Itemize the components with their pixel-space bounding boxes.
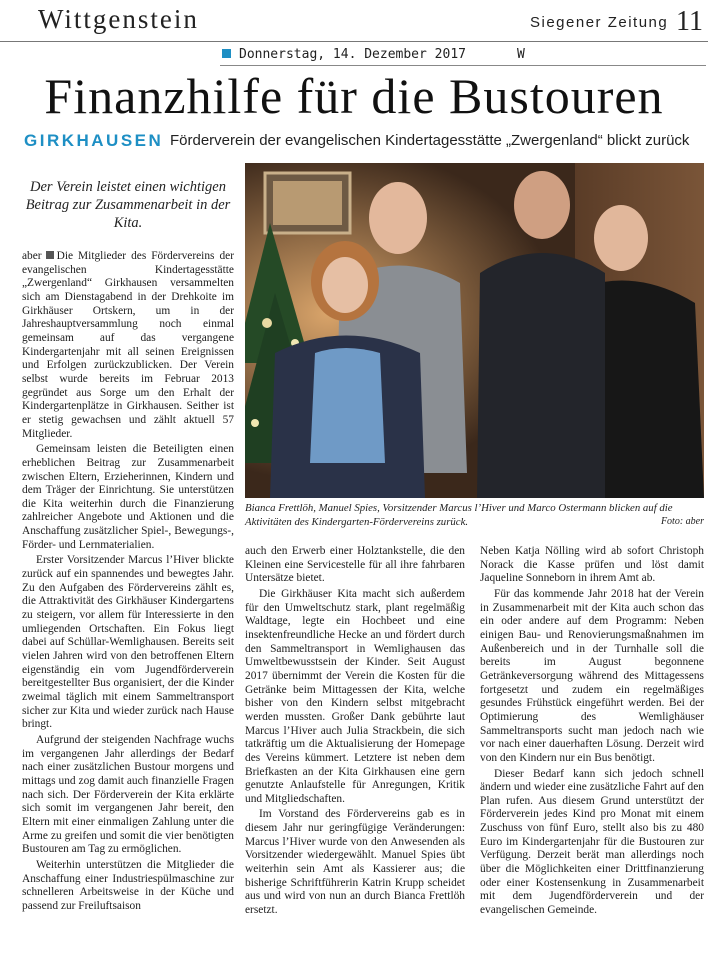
article-column-3 — [480, 545, 704, 957]
section-title: Wittgenstein — [38, 4, 199, 34]
article-column-2 — [245, 545, 465, 957]
page-number: 11 — [676, 6, 703, 37]
paragraph: Die Girkhäuser Kita macht sich außerdem für den Umweltschutz stark, plant regelmäßig Waldtage, legte ein Hochbeet und eine insektenfreundliche Hecke an und fördert durch den Sammeltransport in Wemlighausen das Umweltbewusstsein der Kinder. Seit August 2017 übernimmt der Verein die Kosten für die Getränke beim Mittagessen der Kita, welche bisher von den Kindern selbst mitgebracht werden mussten. Großer Dank gebührte laut Marcus l’Hiver auch Julia Strackbein, die sich tatkräftig um die Aktualisierung der Homepage des Vereins kümmert. Letztere ist neben dem Briefkasten an der Kita Girkhausen eine gern genutzte Anlaufstelle für Anregungen, Kritik und Mitgliedschaften. — [245, 587, 465, 805]
square-bullet-icon — [46, 251, 54, 259]
paragraph: Gemeinsam leisten die Beteiligten einen erheblichen Beitrag zur Zusammenarbeit zwischen Eltern, Erzieherinnen, Kindern und dem Träger der Einrichtung. Sie unterstützen die Kita weiterhin durch die Finanzierung zahlreicher Angebote und Aktionen und die Anschaffung zusätzlicher Spiel-, Bewegungs-, Förder- und Lernmaterialien. — [22, 443, 234, 551]
photo-caption — [245, 501, 704, 529]
group-photo-illustration — [245, 163, 704, 498]
photo-credit: Foto: aber — [660, 516, 704, 527]
paragraph: Neben Katja Nölling wird ab sofort Christoph Norack die Kasse prüfen und löst damit Jaqueline Sonneborn in ihrem Amt ab. — [480, 545, 704, 585]
edition-marker: W — [517, 47, 525, 62]
article-teaser: Der Verein leistet einen wichtigen Beitrag zur Zusammenarbeit in der Kita. — [25, 179, 231, 231]
paragraph: auch den Erwerb einer Holztankstelle, die den Kleinen eine Servicestelle für all ihre fahrbaren Untersätze bietet. — [245, 545, 465, 585]
header-divider — [0, 41, 708, 42]
paragraph: Aufgrund der steigenden Nachfrage wuchs im vergangenen Jahr allerdings der Bedarf nach einer zusätzlichen Bustour morgens und mittags und zog damit auch finanzielle Fragen nach sich. Der Förderverein der Kita erklärte sich somit im vergangenen Jahr bereit, den Eltern mit einer einmaligen Zahlung unter die Arme zu greifen und somit die vier benötigten Bustouren am Tag zu ermöglichen. — [22, 733, 234, 856]
article-subheadline: Förderverein der evangelischen Kindertagesstätte „Zwergenland“ blickt zurück — [170, 132, 690, 149]
article-column-1 — [22, 250, 234, 956]
blue-square-icon — [222, 49, 231, 58]
article-photo — [245, 163, 704, 498]
author-tag: aber — [22, 250, 42, 262]
paragraph: Im Vorstand des Fördervereins gab es in diesem Jahr nur geringfügige Veränderungen: Marcus l’Hiver wurde von den Anwesenden als Vorsitzender wiedergewählt. Manuel Spies übt weiterhin sein Amt als Kassierer aus; die bisherige Schriftführerin Katrin Krupp scheidet aus und wird von nun an durch Bianca Frettlöh ersetzt. — [245, 808, 465, 917]
paragraph: Erster Vorsitzender Marcus l’Hiver blickte zurück auf ein spannendes und bewegtes Jahr. Zu den Aufgaben des Fördervereins zählt es, die Attraktivität des Girkhäuser Kindergartens zu steigern, vor allem für Interessierte in den umliegenden Ortschaften. Ein Fokus liegt dabei auf Schüllar-Wemlighausen. Bereits seit vielen Jahren wird von den betroffenen Eltern eigenständig ein vom Jugendförderverein bereitgestellter Bus organisiert, der die Kinder zweimal täglich mit einem Sammeltransport sicher zur Kita und wieder zurück nach Hause bringt. — [22, 554, 234, 731]
photo-caption-text: Bianca Frettlöh, Manuel Spies, Vorsitzender Marcus l’Hiver und Marco Ostermann blicken auf die Aktivitäten des Kindergarten-Fördervereins zurück. — [245, 502, 673, 528]
article-headline: Finanzhilfe für die Bustouren — [44, 68, 664, 124]
paragraph: Dieser Bedarf kann sich jedoch schnell ändern und wieder eine zusätzliche Fahrt auf den Plan rufen. Aus diesem Grund unterstützt der Förderverein jedes Kind pro Monat mit einem Zuschuss von fünf Euro, stellt also bis zu 480 Euro im Kindergartenjahr für die Bustouren zur Verfügung. Derzeit berät man allerdings noch über die Möglichkeiten einer Drittfinanzierung oder einer Kostensenkung in Zusammenarbeit mit dem Jugendförderverein und der evangelischen Gemeinde. — [480, 767, 704, 917]
paragraph: Für das kommende Jahr 2018 hat der Verein in Zusammenarbeit mit der Kita auch schon das ein oder andere auf dem Programm: Neben einigen Bau- und Renovierungsmaßnahmen im Außenbereich und in der Turnhalle soll die bereits im August begonnene Getränkeversorgung während des Mittagessens fortgesetzt und zudem ein regelmäßiges gesundes Frühstück eingeführt werden. Bei der Optimierung des Wemlighäuser Sammeltransports sucht man jedoch nach wie vor nach einer dauerhaften Lösung. Derzeit wird von den Kindern nur ein Bus benötigt. — [480, 587, 704, 764]
issue-date — [222, 47, 466, 62]
paragraph — [22, 250, 234, 441]
newspaper-name: Siegener Zeitung — [530, 14, 669, 31]
paragraph-text: Die Mitglieder des Fördervereins der evangelischen Kindertagesstätte „Zwergenland“ Girkhausen versammelten sich am Dienstagabend in der Drehkoite im Girkhäuser Ortskern, um in der Jahreshauptversammlung noch einmal gemeinsam auf das vergangene Kindergartenjahr mit all seinen Ereignissen und Erfolgen zurückzublicken. Der Verein selbst wurde bereits im Februar 2013 gegründet aus Sorge um den Erhalt der Kindergartenplätze in Girkhausen. Seither ist er stetig gewachsen und zählt aktuell 57 Mitglieder. — [22, 250, 234, 440]
issue-date-text: Donnerstag, 14. Dezember 2017 — [239, 47, 466, 62]
location-kicker: GIRKHAUSEN — [24, 131, 164, 150]
paragraph: Weiterhin unterstützen die Mitglieder die Anschaffung einer Industriespülmaschine zur schnelleren Arbeitsweise in der Küche und passend zur Freiluftsaison — [22, 858, 234, 912]
